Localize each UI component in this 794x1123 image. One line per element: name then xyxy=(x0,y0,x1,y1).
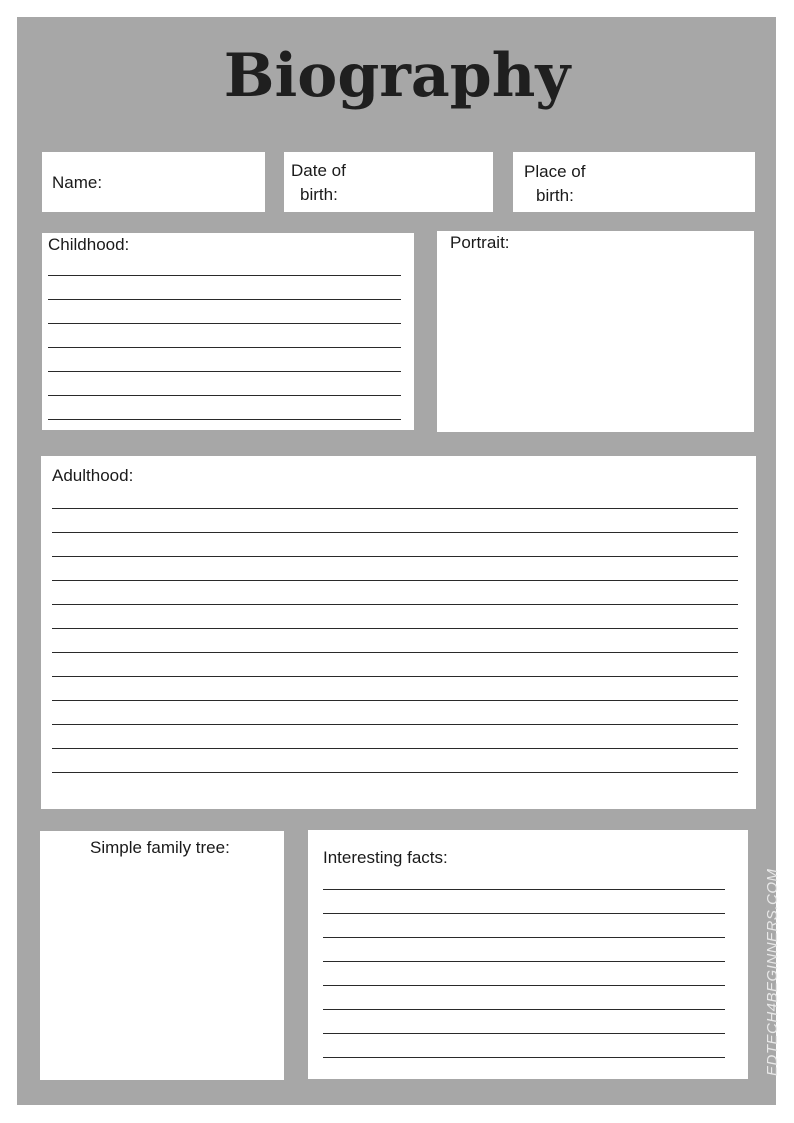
place-of-birth-label-line2: birth: xyxy=(536,186,574,205)
ruled-line xyxy=(323,937,725,938)
site-watermark: EDTECH4BEGINNERS.COM xyxy=(764,868,781,1076)
ruled-line xyxy=(48,371,401,372)
ruled-line xyxy=(52,604,738,605)
page-title: Biography xyxy=(223,41,571,111)
interesting-facts-label: Interesting facts: xyxy=(323,848,448,867)
ruled-line xyxy=(52,748,738,749)
ruled-line xyxy=(48,347,401,348)
place-of-birth-label-line1: Place of xyxy=(524,162,586,181)
ruled-line xyxy=(48,323,401,324)
ruled-line xyxy=(323,985,725,986)
place-of-birth-field[interactable] xyxy=(513,152,755,212)
ruled-line xyxy=(52,724,738,725)
ruled-line xyxy=(323,1009,725,1010)
family-tree-section[interactable] xyxy=(40,831,284,1080)
ruled-line xyxy=(52,700,738,701)
ruled-line xyxy=(48,419,401,420)
ruled-line xyxy=(52,652,738,653)
ruled-line xyxy=(52,772,738,773)
date-of-birth-field[interactable] xyxy=(284,152,493,212)
childhood-section[interactable] xyxy=(42,233,414,430)
ruled-line xyxy=(52,580,738,581)
childhood-label: Childhood: xyxy=(48,235,130,254)
ruled-line xyxy=(323,1033,725,1034)
ruled-line xyxy=(52,556,738,557)
ruled-line xyxy=(52,676,738,677)
ruled-line xyxy=(48,395,401,396)
ruled-line xyxy=(52,508,738,509)
ruled-line xyxy=(52,628,738,629)
adulthood-label: Adulthood: xyxy=(52,466,134,485)
ruled-line xyxy=(323,913,725,914)
ruled-line xyxy=(323,961,725,962)
adulthood-section[interactable] xyxy=(41,456,756,809)
family-tree-label: Simple family tree: xyxy=(90,838,230,857)
ruled-line xyxy=(52,532,738,533)
date-of-birth-label-line1: Date of xyxy=(291,161,346,180)
ruled-line xyxy=(48,275,401,276)
portrait-section[interactable] xyxy=(437,231,754,432)
ruled-line xyxy=(323,889,725,890)
interesting-facts-section[interactable] xyxy=(308,830,748,1079)
name-label: Name: xyxy=(52,173,103,192)
ruled-line xyxy=(48,299,401,300)
ruled-line xyxy=(323,1057,725,1058)
portrait-label: Portrait: xyxy=(450,233,510,252)
date-of-birth-label-line2: birth: xyxy=(300,185,338,204)
name-field[interactable] xyxy=(42,152,265,212)
